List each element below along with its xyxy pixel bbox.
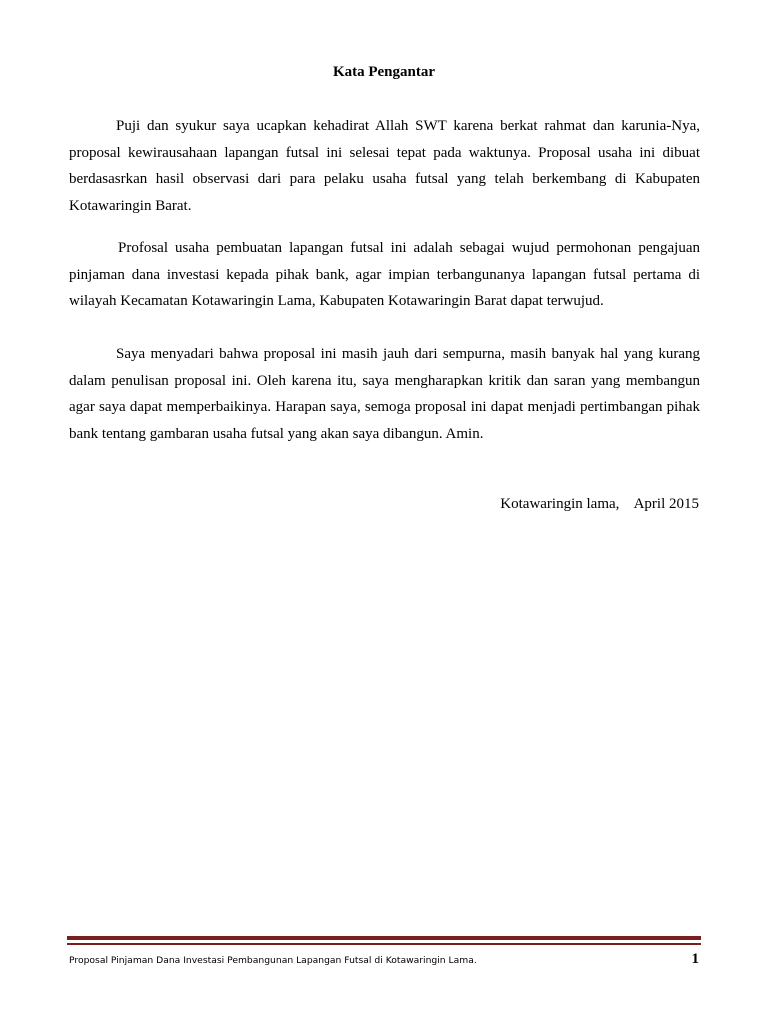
page-title: Kata Pengantar [332, 64, 436, 80]
page-number: 1 [691, 951, 699, 967]
footer-rule-thin [67, 943, 701, 945]
footer-text: Proposal Pinjaman Dana Investasi Pembangunan Lapangan Futsal di Kotawaringin Lama. [69, 955, 477, 966]
footer-rule-thick [67, 936, 701, 940]
signature-date-line: Kotawaringin lama, April 2015 [500, 496, 699, 512]
footer-divider [67, 936, 701, 948]
paragraph-1: Puji dan syukur saya ucapkan kehadirat Allah SWT karena berkat rahmat dan karunia-Nya, proposal kewirausahaan lapangan futsal ini selesai tepat pada waktunya. Proposal usaha ini dibuat berdasasrkan hasil observasi dari para pelaku usaha futsal yang telah berkembang di Kabupaten Kotawaringin Barat. [69, 118, 700, 214]
paragraph-3: Saya menyadari bahwa proposal ini masih jauh dari sempurna, masih banyak hal yang kurang dalam penulisan proposal ini. Oleh karena itu, saya mengharapkan kritik dan saran yang membangun agar saya dapat memperbaikinya. Harapan saya, semoga proposal ini dapat menjadi pertimbangan pihak bank tentang gambaran usaha futsal yang akan saya dibangun. Amin. [69, 346, 700, 442]
paragraph-2: Profosal usaha pembuatan lapangan futsal ini adalah sebagai wujud permohonan pengajuan pinjaman dana investasi kepada pihak bank, agar impian terbangunanya lapangan futsal pertama di wilayah Kecamatan Kotawaringin Lama, Kabupaten Kotawaringin Barat dapat terwujud. [69, 240, 700, 309]
